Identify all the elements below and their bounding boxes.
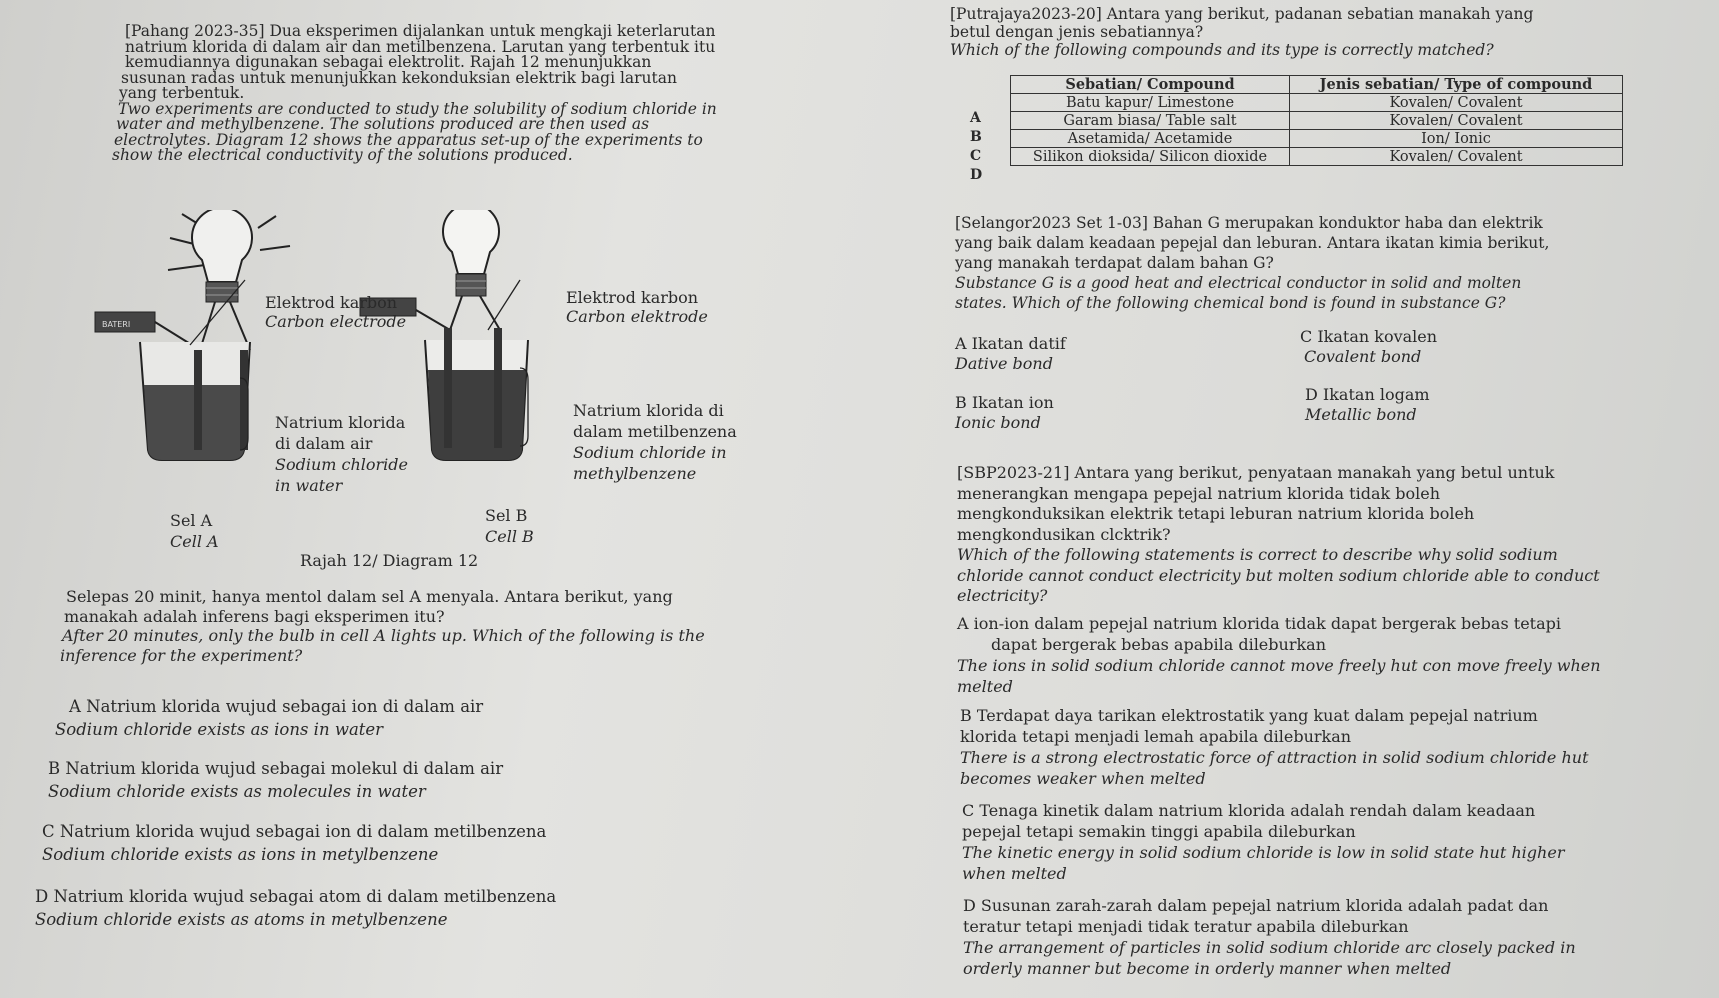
q3-line: yang baik dalam keadaan pepejal dan leburan. Antara ikatan kimia berikut, [955,234,1550,252]
q1-intro-line: susunan radas untuk menunjukkan kekonduksian elektrik bagi larutan [121,68,677,87]
option-en: Sodium chloride exists as ions in water [55,720,384,739]
beaker-a [140,342,250,460]
electrode-a-ms: Elektrod karbon [265,293,398,312]
row-label-a[interactable]: A [970,110,981,126]
option-en: The arrangement of particles in solid sodium chloride arc closely packed in [963,938,1576,957]
option-en: Covalent bond [1304,347,1422,366]
label-solution-a [275,412,408,496]
beaker-b [425,328,528,460]
option-en: The kinetic energy in solid sodium chloride is low in solid state hut higher [962,843,1565,862]
q1-option-b[interactable] [48,757,503,803]
q4-en-line: electricity? [957,586,1048,605]
option-ms: B Ikatan ion [955,393,1054,412]
q4-line: mengkondusikan clcktrik? [957,524,1171,544]
q1-intro-en-line: water and methylbenzene. The solutions produced are then used as [116,115,650,133]
header-compound: Sebatian/ Compound [1011,76,1290,94]
compound-cell: Asetamida/ Acetamide [1011,130,1290,148]
electrode-b-ms: Elektrod karbon [566,288,699,307]
q2-stem [950,5,1533,59]
option-en: Dative bond [955,354,1053,373]
table-row [1011,94,1623,112]
option-ms: D Susunan zarah-zarah dalam pepejal natrium klorida adalah padat dan [963,896,1549,915]
q3-stem [955,213,1549,313]
electrode-b-en: Carbon elektrode [566,307,708,326]
cell-b-ms: Sel B [485,506,528,525]
q3-line: yang manakah terdapat dalam bahan G? [955,254,1274,272]
battery-a-icon [95,312,155,332]
option-en: becomes weaker when melted [960,769,1206,788]
bulb-b-icon [443,210,499,296]
compound-cell: Garam biasa/ Table salt [1011,112,1290,130]
q1-stem-en-line: inference for the experiment? [60,645,303,665]
option-ms: A Ikatan datif [955,334,1066,353]
compound-cell: Batu kapur/ Limestone [1011,94,1290,112]
label-cell-a [170,510,219,552]
option-ms: D Ikatan logam [1305,385,1430,404]
type-cell: Kovalen/ Covalent [1290,94,1623,112]
q4-line: mengkonduksikan elektrik tetapi leburan natrium klorida boleh [957,504,1475,523]
option-ms: pepejal tetapi semakin tinggi apabila dileburkan [962,822,1356,841]
option-ms: dapat bergerak bebas apabila dileburkan [991,635,1327,654]
sol-a-line: di dalam air [275,434,373,453]
q1-intro [112,22,717,164]
electrode-a-en: Carbon electrode [265,312,407,331]
type-cell: Kovalen/ Covalent [1290,112,1623,130]
option-en: melted [957,677,1013,696]
option-en: Sodium chloride exists as ions in metylbenzene [42,845,439,864]
sol-b-line: Sodium chloride in [573,443,727,462]
sol-b-line: Natrium klorida di [573,401,724,420]
q1-intro-en-line: show the electrical conductivity of the solutions produced. [112,146,573,164]
option-en: orderly manner but become in orderly manner when melted [963,959,1452,978]
q1-stem-line: Selepas 20 minit, hanya mentol dalam sel A menyala. Antara berikut, yang [66,587,673,606]
sol-b-line: methylbenzene [573,464,697,483]
q4-option-d[interactable] [963,895,1576,979]
option-ms: C Tenaga kinetik dalam natrium klorida adalah rendah dalam keadaan [962,801,1536,820]
sol-b-line: dalam metilbenzena [573,422,737,441]
q3-en-line: states. Which of the following chemical bond is found in substance G? [955,294,1506,312]
table-row [1011,148,1623,166]
option-en: when melted [962,864,1067,883]
option-ms: A ion-ion dalam pepejal natrium klorida tidak dapat bergerak bebas tetapi [957,614,1561,633]
option-ms: teratur tetapi menjadi tidak teratur apabila dileburkan [963,917,1409,936]
option-en: There is a strong electrostatic force of attraction in solid sodium chloride hut [960,748,1589,767]
option-en: Sodium chloride exists as molecules in water [48,782,426,801]
label-solution-b [573,400,737,484]
q4-option-b[interactable] [960,705,1589,789]
cell-a-en: Cell A [170,532,219,551]
sol-a-line: Sodium chloride [275,455,409,474]
q3-en-line: Substance G is a good heat and electrical conductor in solid and molten [955,274,1522,292]
option-en: The ions in solid sodium chloride cannot move freely hut con move freely when [957,656,1601,675]
type-cell: Ion/ Ionic [1290,130,1623,148]
q1-stem [60,587,705,665]
label-electrode-b [566,288,708,326]
table-row [1011,130,1623,148]
bulb-a-icon [192,210,252,302]
option-ms: B Natrium klorida wujud sebagai molekul di dalam air [48,759,504,778]
q1-option-c[interactable] [42,820,546,866]
q4-en-line: chloride cannot conduct electricity but molten sodium chloride able to conduct [957,565,1600,585]
q4-line: menerangkan mengapa pepejal natrium klorida tidak boleh [957,483,1441,503]
q1-intro-en-line: Two experiments are conducted to study the solubility of sodium chloride in [118,99,717,118]
q2-title: [Putrajaya2023-20] Antara yang berikut, padanan sebatian manakah yang [950,5,1534,23]
label-cell-b [485,505,534,547]
row-label-b[interactable]: B [970,129,982,145]
q4-option-c[interactable] [962,800,1564,884]
option-ms: B Terdapat daya tarikan elektrostatik yang kuat dalam pepejal natrium [960,706,1538,725]
q1-stem-line: manakah adalah inferens bagi eksperimen itu? [64,606,445,626]
option-en: Sodium chloride exists as atoms in metylbenzene [35,910,448,929]
compound-table [1010,75,1623,166]
table-row [1011,112,1623,130]
option-ms: C Ikatan kovalen [1300,327,1438,346]
cell-a-ms: Sel A [170,511,213,530]
option-ms: klorida tetapi menjadi lemah apabila dileburkan [960,727,1352,746]
q3-line: [Selangor2023 Set 1-03] Bahan G merupakan konduktor haba dan elektrik [955,214,1543,232]
compound-cell: Silikon dioksida/ Silicon dioxide [1011,148,1290,166]
q4-stem [957,463,1600,607]
row-label-c[interactable]: C [970,148,982,164]
label-electrode-a [265,293,406,331]
q1-intro-line: yang terbentuk. [119,84,245,102]
header-type: Jenis sebatian/ Type of compound [1290,76,1623,94]
q1-option-d[interactable] [35,885,556,931]
battery-label: BATERI [102,320,131,329]
q4-option-a[interactable] [957,613,1601,697]
q3-option-d[interactable] [1305,385,1430,425]
q3-option-a[interactable] [955,334,1066,374]
option-ms: A Natrium klorida wujud sebagai ion di dalam air [69,697,484,716]
sol-a-line: Natrium klorida [275,413,406,432]
option-en: Metallic bond [1305,405,1417,424]
option-en: Ionic bond [955,413,1041,432]
q1-intro-line: natrium klorida di dalam air dan metilbenzena. Larutan yang terbentuk itu [125,37,716,56]
q3-option-c[interactable] [1300,327,1437,367]
q4-line: [SBP2023-21] Antara yang berikut, penyataan manakah yang betul untuk [957,463,1555,482]
q3-option-b[interactable] [955,393,1054,433]
sol-a-line: in water [275,476,343,495]
q2-ms2: betul dengan jenis sebatiannya? [950,23,1204,41]
q4-en-line: Which of the following statements is correct to describe why solid sodium [957,545,1558,564]
q2-en: Which of the following compounds and its type is correctly matched? [950,41,1494,59]
table-header-row [1011,76,1623,94]
option-ms: D Natrium klorida wujud sebagai atom di dalam metilbenzena [35,887,557,906]
row-label-d[interactable]: D [970,167,983,183]
q1-intro-line: [Pahang 2023-35] Dua eksperimen dijalankan untuk mengkaji keterlarutan [125,22,716,40]
diagram-caption: Rajah 12/ Diagram 12 [300,551,479,570]
type-cell: Kovalen/ Covalent [1290,148,1623,166]
option-ms: C Natrium klorida wujud sebagai ion di dalam metilbenzena [42,822,547,841]
q1-stem-en-line: After 20 minutes, only the bulb in cell A lights up. Which of the following is the [62,626,705,645]
q1-intro-en-line: electrolytes. Diagram 12 shows the apparatus set-up of the experiments to [114,130,703,149]
q1-option-a[interactable] [55,695,483,741]
q1-intro-line: kemudiannya digunakan sebagai elektrolit. Rajah 12 menunjukkan [125,53,652,71]
cell-b-en: Cell B [485,527,534,546]
